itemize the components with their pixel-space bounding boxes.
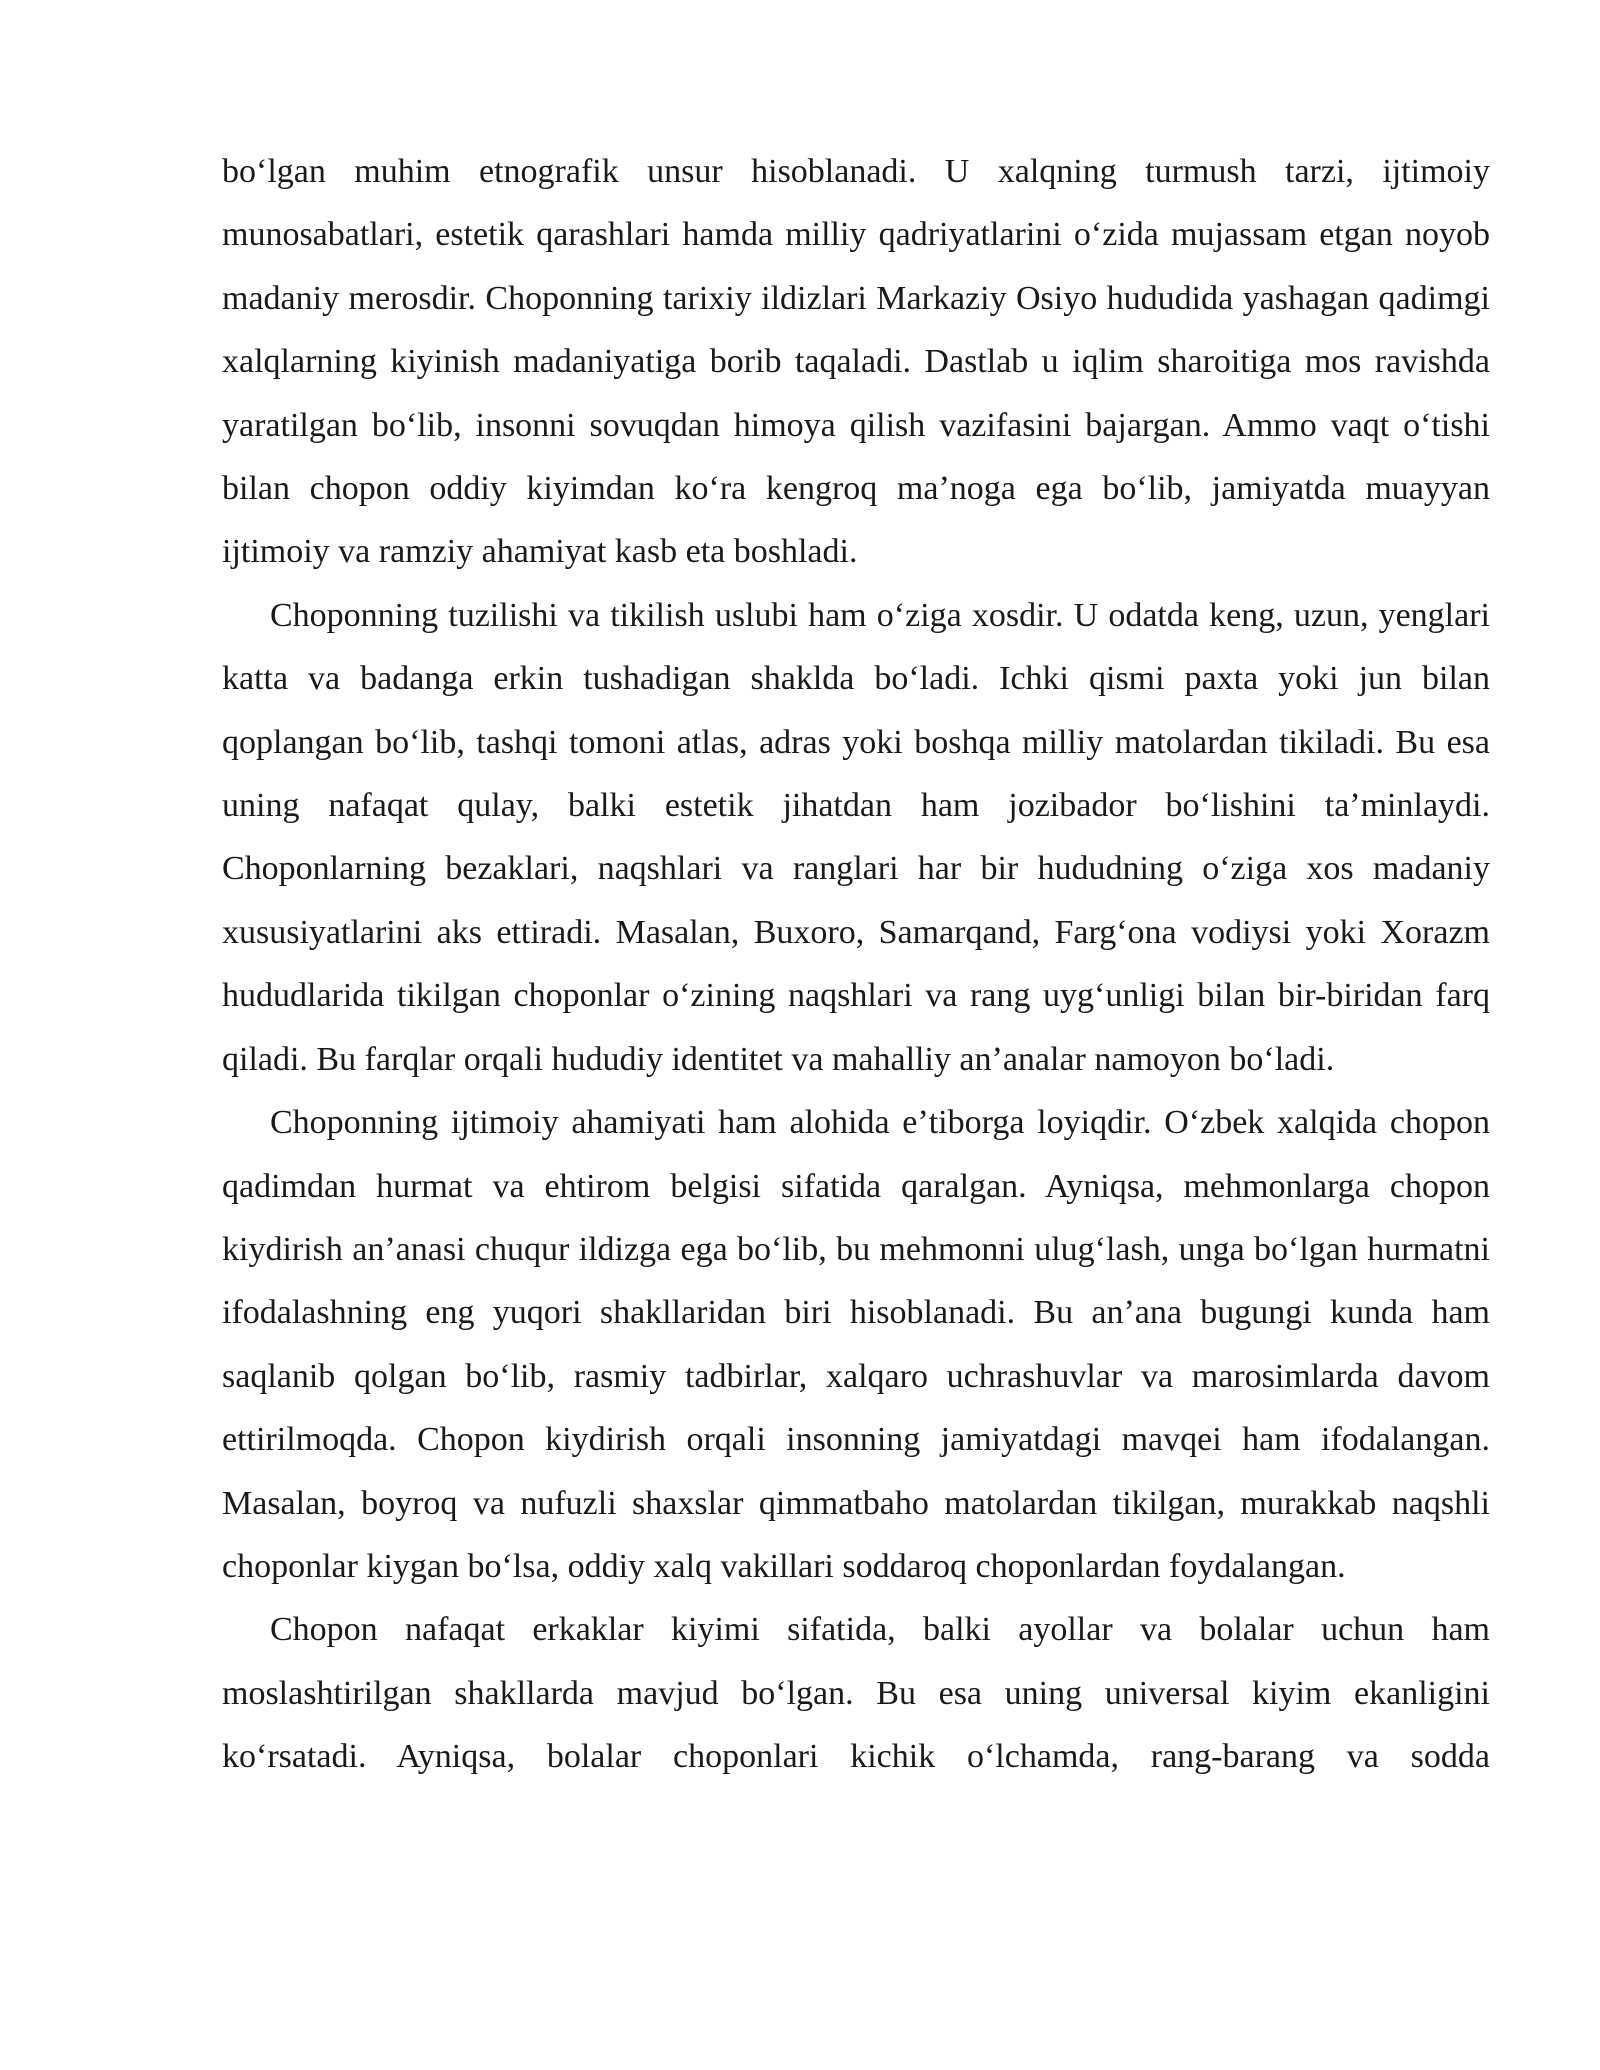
document-body [222, 140, 1490, 1789]
paragraph-3: Choponning ijtimoiy ahamiyati ham alohida eʼtiborga loyiqdir. Oʻzbek xalqida chopon qadimdan hurmat va ehtirom belgisi sifatida qaralgan. Ayniqsa, mehmonlarga chopon kiydirish anʼanasi chuqur ildizga ega boʻlib, bu mehmonni ulugʻlash, unga boʻlgan hurmatni ifodalashning eng yuqori shakllaridan biri hisoblanadi. Bu anʼana bugungi kunda ham saqlanib qolgan boʻlib, rasmiy tadbirlar, xalqaro uchrashuvlar va marosimlarda davom ettirilmoqda. Chopon kiydirish orqali insonning jamiyatdagi mavqei ham ifodalangan. Masalan, boyroq va nufuzli shaxslar qimmatbaho matolardan tikilgan, murakkab naqshli choponlar kiygan boʻlsa, oddiy xalq vakillari soddaroq choponlardan foydalangan. [222, 1104, 1490, 1585]
paragraph-1: boʻlgan muhim etnografik unsur hisoblanadi. U xalqning turmush tarzi, ijtimoiy munosabatlari, estetik qarashlari hamda milliy qadriyatlarini oʻzida mujassam etgan noyob madaniy merosdir. Choponning tarixiy ildizlari Markaziy Osiyo hududida yashagan qadimgi xalqlarning kiyinish madaniyatiga borib taqaladi. Dastlab u iqlim sharoitiga mos ravishda yaratilgan boʻlib, insonni sovuqdan himoya qilish vazifasini bajargan. Ammo vaqt oʻtishi bilan chopon oddiy kiyimdan koʻra kengroq maʼnoga ega boʻlib, jamiyatda muayyan ijtimoiy va ramziy ahamiyat kasb eta boshladi. [222, 153, 1490, 571]
paragraph-2: Choponning tuzilishi va tikilish uslubi ham oʻziga xosdir. U odatda keng, uzun, yenglari katta va badanga erkin tushadigan shaklda boʻladi. Ichki qismi paxta yoki jun bilan qoplangan boʻlib, tashqi tomoni atlas, adras yoki boshqa milliy matolardan tikiladi. Bu esa uning nafaqat qulay, balki estetik jihatdan ham jozibador boʻlishini taʼminlaydi. Choponlarning bezaklari, naqshlari va ranglari har bir hududning oʻziga xos madaniy xususiyatlarini aks ettiradi. Masalan, Buxoro, Samarqand, Fargʻona vodiysi yoki Xorazm hududlarida tikilgan choponlar oʻzining naqshlari va rang uygʻunligi bilan bir-biridan farq qiladi. Bu farqlar orqali hududiy identitet va mahalliy anʼanalar namoyon boʻladi. [222, 596, 1490, 1078]
paragraph-4: Chopon nafaqat erkaklar kiyimi sifatida, balki ayollar va bolalar uchun ham moslashtirilgan shakllarda mavjud boʻlgan. Bu esa uning universal kiyim ekanligini koʻrsatadi. Ayniqsa, bolalar choponlari kichik oʻlchamda, rang-barang va sodda [222, 1611, 1490, 1776]
